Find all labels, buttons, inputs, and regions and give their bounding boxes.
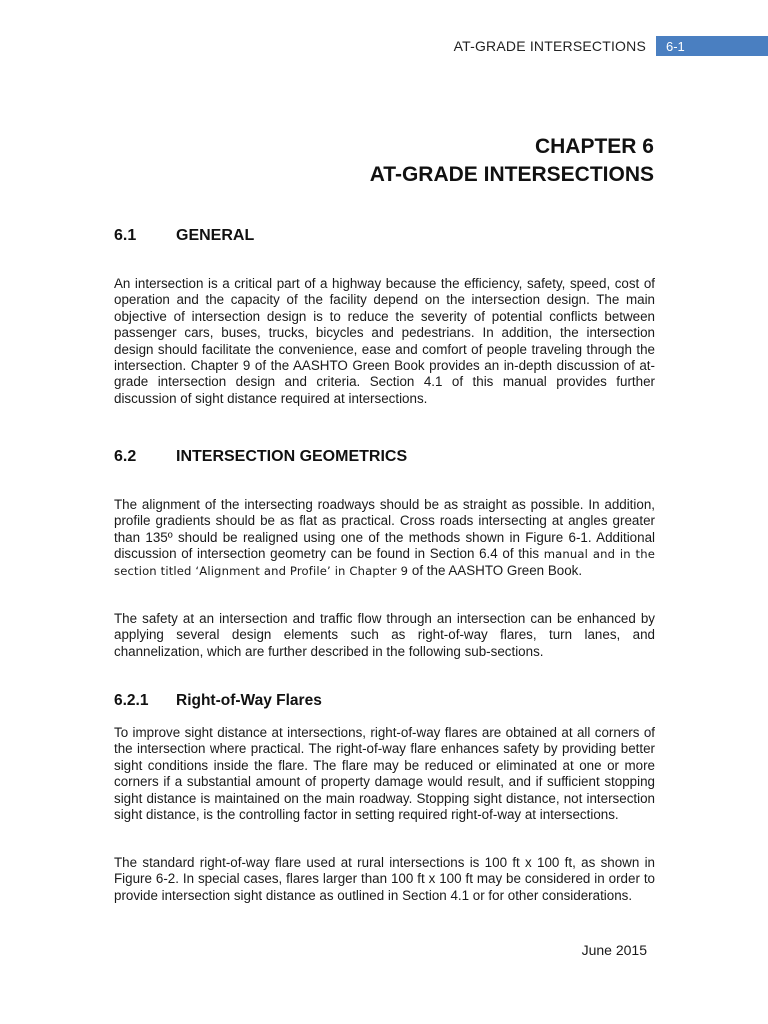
general-paragraph: An intersection is a critical part of a highway because the efficiency, safety, speed, cost of operation and the capacity of the facility depend on the intersection design. The main objective of intersection design is to reduce the severity of potential conflicts between passenger cars, buses, trucks, bicycles and pedestrians. In addition, the intersection design should facilitate the convenience, ease and comfort of people traveling through the intersection. Chapter 9 of the AASHTO Green Book provides an in-depth discussion of at-grade intersection design and criteria. Section 4.1 of this manual provides further discussion of sight distance required at intersections. [114,276,655,406]
chapter-number: CHAPTER 6 [534,135,654,158]
section-number: 6.2 [114,448,137,465]
geometrics-paragraph-1-part-b: manual and in the section titled ‘Alignment and Profile’ in Chapter 9 [114,547,655,578]
flares-paragraph-1: To improve sight distance at intersections, right-of-way flares are obtained at all corners of the intersection where practical. The right-of-way flare enhances safety by providing better sight conditions inside the flare. The flare may be reduced or eliminated at one or more corners if a substantial amount of property damage would result, and if sufficient stopping sight distance is maintained on the main roadway. Stopping sight distance, not intersection sight distance, is the controlling factor in setting required right-of-way at intersections. [114,725,655,823]
geometrics-paragraph-2: The safety at an intersection and traffic flow through an intersection can be enhanced by applying several design elements such as right-of-way flares, turn lanes, and channelization, which are further described in the following sub-sections. [114,611,655,659]
chapter-heading [370,133,654,189]
section-heading-6-1 [114,226,254,246]
geometrics-paragraph-1-part-c: of the AASHTO Green Book. [408,562,583,578]
geometrics-paragraph-1 [114,497,655,579]
chapter-title: AT-GRADE INTERSECTIONS [369,163,654,186]
section-number: 6.2.1 [114,692,149,709]
running-header-title: AT-GRADE INTERSECTIONS [453,38,646,54]
section-title: INTERSECTION GEOMETRICS [176,448,408,465]
section-title: Right-of-Way Flares [176,692,322,709]
flares-paragraph-2: The standard right-of-way flare used at rural intersections is 100 ft x 100 ft, as shown in Figure 6-2. In special cases, flares larger than 100 ft x 100 ft may be considered in order to provide intersection sight distance as outlined in Section 4.1 or for other considerations. [114,855,655,903]
section-number: 6.1 [114,227,137,244]
running-header-page-number: 6-1 [656,36,768,56]
geometrics-paragraph-1-part-a: The alignment of the intersecting roadways should be as straight as possible. In addition, profile gradients should be as flat as practical. Cross roads intersecting at angles greater than 135º should be realigned using one of the methods shown in Figure 6-1. Additional discussion of intersection geometry can be found in Section 6.4 of this [114,497,655,562]
section-title: GENERAL [176,227,255,244]
footer-date: June 2015 [581,942,647,958]
section-heading-6-2 [114,447,407,467]
section-heading-6-2-1 [114,691,322,711]
running-header [454,36,768,56]
